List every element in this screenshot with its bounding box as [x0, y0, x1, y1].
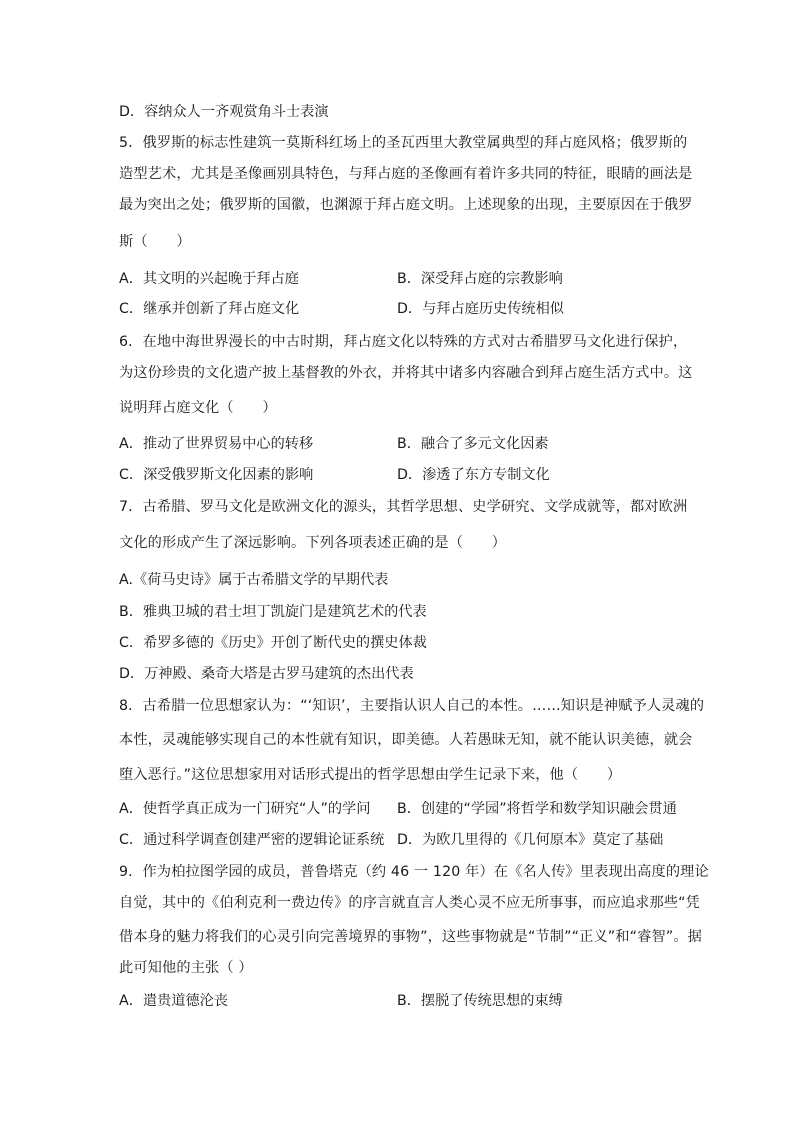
q9-stem-line-1: 9．作为柏拉图学园的成员，普鲁塔克（约 46 一 120 年）在《名人传》里表现出高度的理论 [119, 864, 709, 880]
q9-stem-line-3: 借本身的魅力将我们的心灵引向完善境界的事物”，这些事物就是“节制”“正义”和“睿智”。据 [119, 929, 702, 945]
q7-stem-line-2: 文化的形成产生了深远影响。下列各项表述正确的是（ ） [119, 535, 507, 551]
q6-option-a[interactable]: A．推动了世界贸易中心的转移 [119, 436, 314, 452]
q5-option-a[interactable]: A．其文明的兴起晚于拜占庭 [119, 271, 299, 287]
q5-stem-line-1: 5．俄罗斯的标志性建筑一莫斯科红场上的圣瓦西里大教堂属典型的拜占庭风格；俄罗斯的 [119, 135, 688, 151]
q6-stem-line-2: 为这份珍贵的文化遗产披上基督教的外衣，并将其中诸多内容融合到拜占庭生活方式中。这 [119, 365, 693, 381]
q7-stem-line-1: 7．古希腊、罗马文化是欧洲文化的源头，其哲学思想、史学研究、文学成就等，都对欧洲 [119, 499, 688, 515]
q6-stem-line-1: 6．在地中海世界漫长的中古时期，拜占庭文化以特殊的方式对古希腊罗马文化进行保护， [119, 334, 688, 350]
q6-option-d[interactable]: D．渗透了东方专制文化 [397, 467, 550, 483]
q9-option-b[interactable]: B．摆脱了传统思想的束缚 [397, 993, 563, 1009]
q8-option-a[interactable]: A．使哲学真正成为一门研究“人”的学问 [119, 801, 371, 817]
q7-option-a[interactable]: A.《荷马史诗》属于古希腊文学的早期代表 [119, 572, 389, 588]
q7-option-d[interactable]: D．万神殿、桑奇大塔是古罗马建筑的杰出代表 [119, 666, 414, 682]
q5-stem-line-3: 最为突出之处；俄罗斯的国徽，也渊源于拜占庭文明。上述现象的出现，主要原因在于俄罗 [119, 197, 693, 213]
q7-option-b[interactable]: B．雅典卫城的君士坦丁凯旋门是建筑艺术的代表 [119, 604, 427, 620]
q5-stem-line-2: 造型艺术，尤其是圣像画别具特色，与拜占庭的圣像画有着许多共同的特征，眼睛的画法是 [119, 166, 693, 182]
q8-option-c[interactable]: C．通过科学调查创建严密的逻辑论证系统 [119, 832, 385, 848]
q5-option-d[interactable]: D．与拜占庭历史传统相似 [397, 301, 564, 317]
q9-stem-line-2: 自觉，其中的《伯利克利一费边传》的序言就直言人类心灵不应无所事事，而应追求那些“凭 [119, 895, 701, 911]
q8-stem-line-3: 堕入恶行。”这位思想家用对话形式提出的哲学思想由学生记录下来，他（ ） [119, 767, 622, 783]
q8-option-b[interactable]: B．创建的“学园”将哲学和数学知识融会贯通 [397, 801, 677, 817]
q5-stem-line-4: 斯（ ） [119, 234, 191, 250]
q8-stem-line-2: 本性，灵魂能够实现自己的本性就有知识，即美德。人若愚昧无知，就不能认识美德，就会 [119, 732, 693, 748]
q9-stem-line-4: 此可知他的主张（ ） [119, 960, 253, 976]
q6-stem-line-3: 说明拜占庭文化（ ） [119, 400, 277, 416]
q4-option-d[interactable]: D．容纳众人一齐观赏角斗士表演 [119, 104, 329, 120]
q6-option-c[interactable]: C．深受俄罗斯文化因素的影响 [119, 467, 314, 483]
q5-option-c[interactable]: C．继承并创新了拜占庭文化 [119, 301, 300, 317]
q8-stem-line-1: 8．古希腊一位思想家认为：“‘知识’，主要指认识人自己的本性。……知识是神赋予人灵魂的 [119, 698, 705, 714]
q7-option-c[interactable]: C．希罗多德的《历史》开创了断代史的撰史体裁 [119, 635, 427, 651]
q6-option-b[interactable]: B．融合了多元文化因素 [397, 436, 549, 452]
q5-option-b[interactable]: B．深受拜占庭的宗教影响 [397, 271, 563, 287]
q8-option-d[interactable]: D．为欧几里得的《几何原本》莫定了基础 [397, 832, 664, 848]
q9-option-a[interactable]: A．遣贵道德沦丧 [119, 993, 229, 1009]
